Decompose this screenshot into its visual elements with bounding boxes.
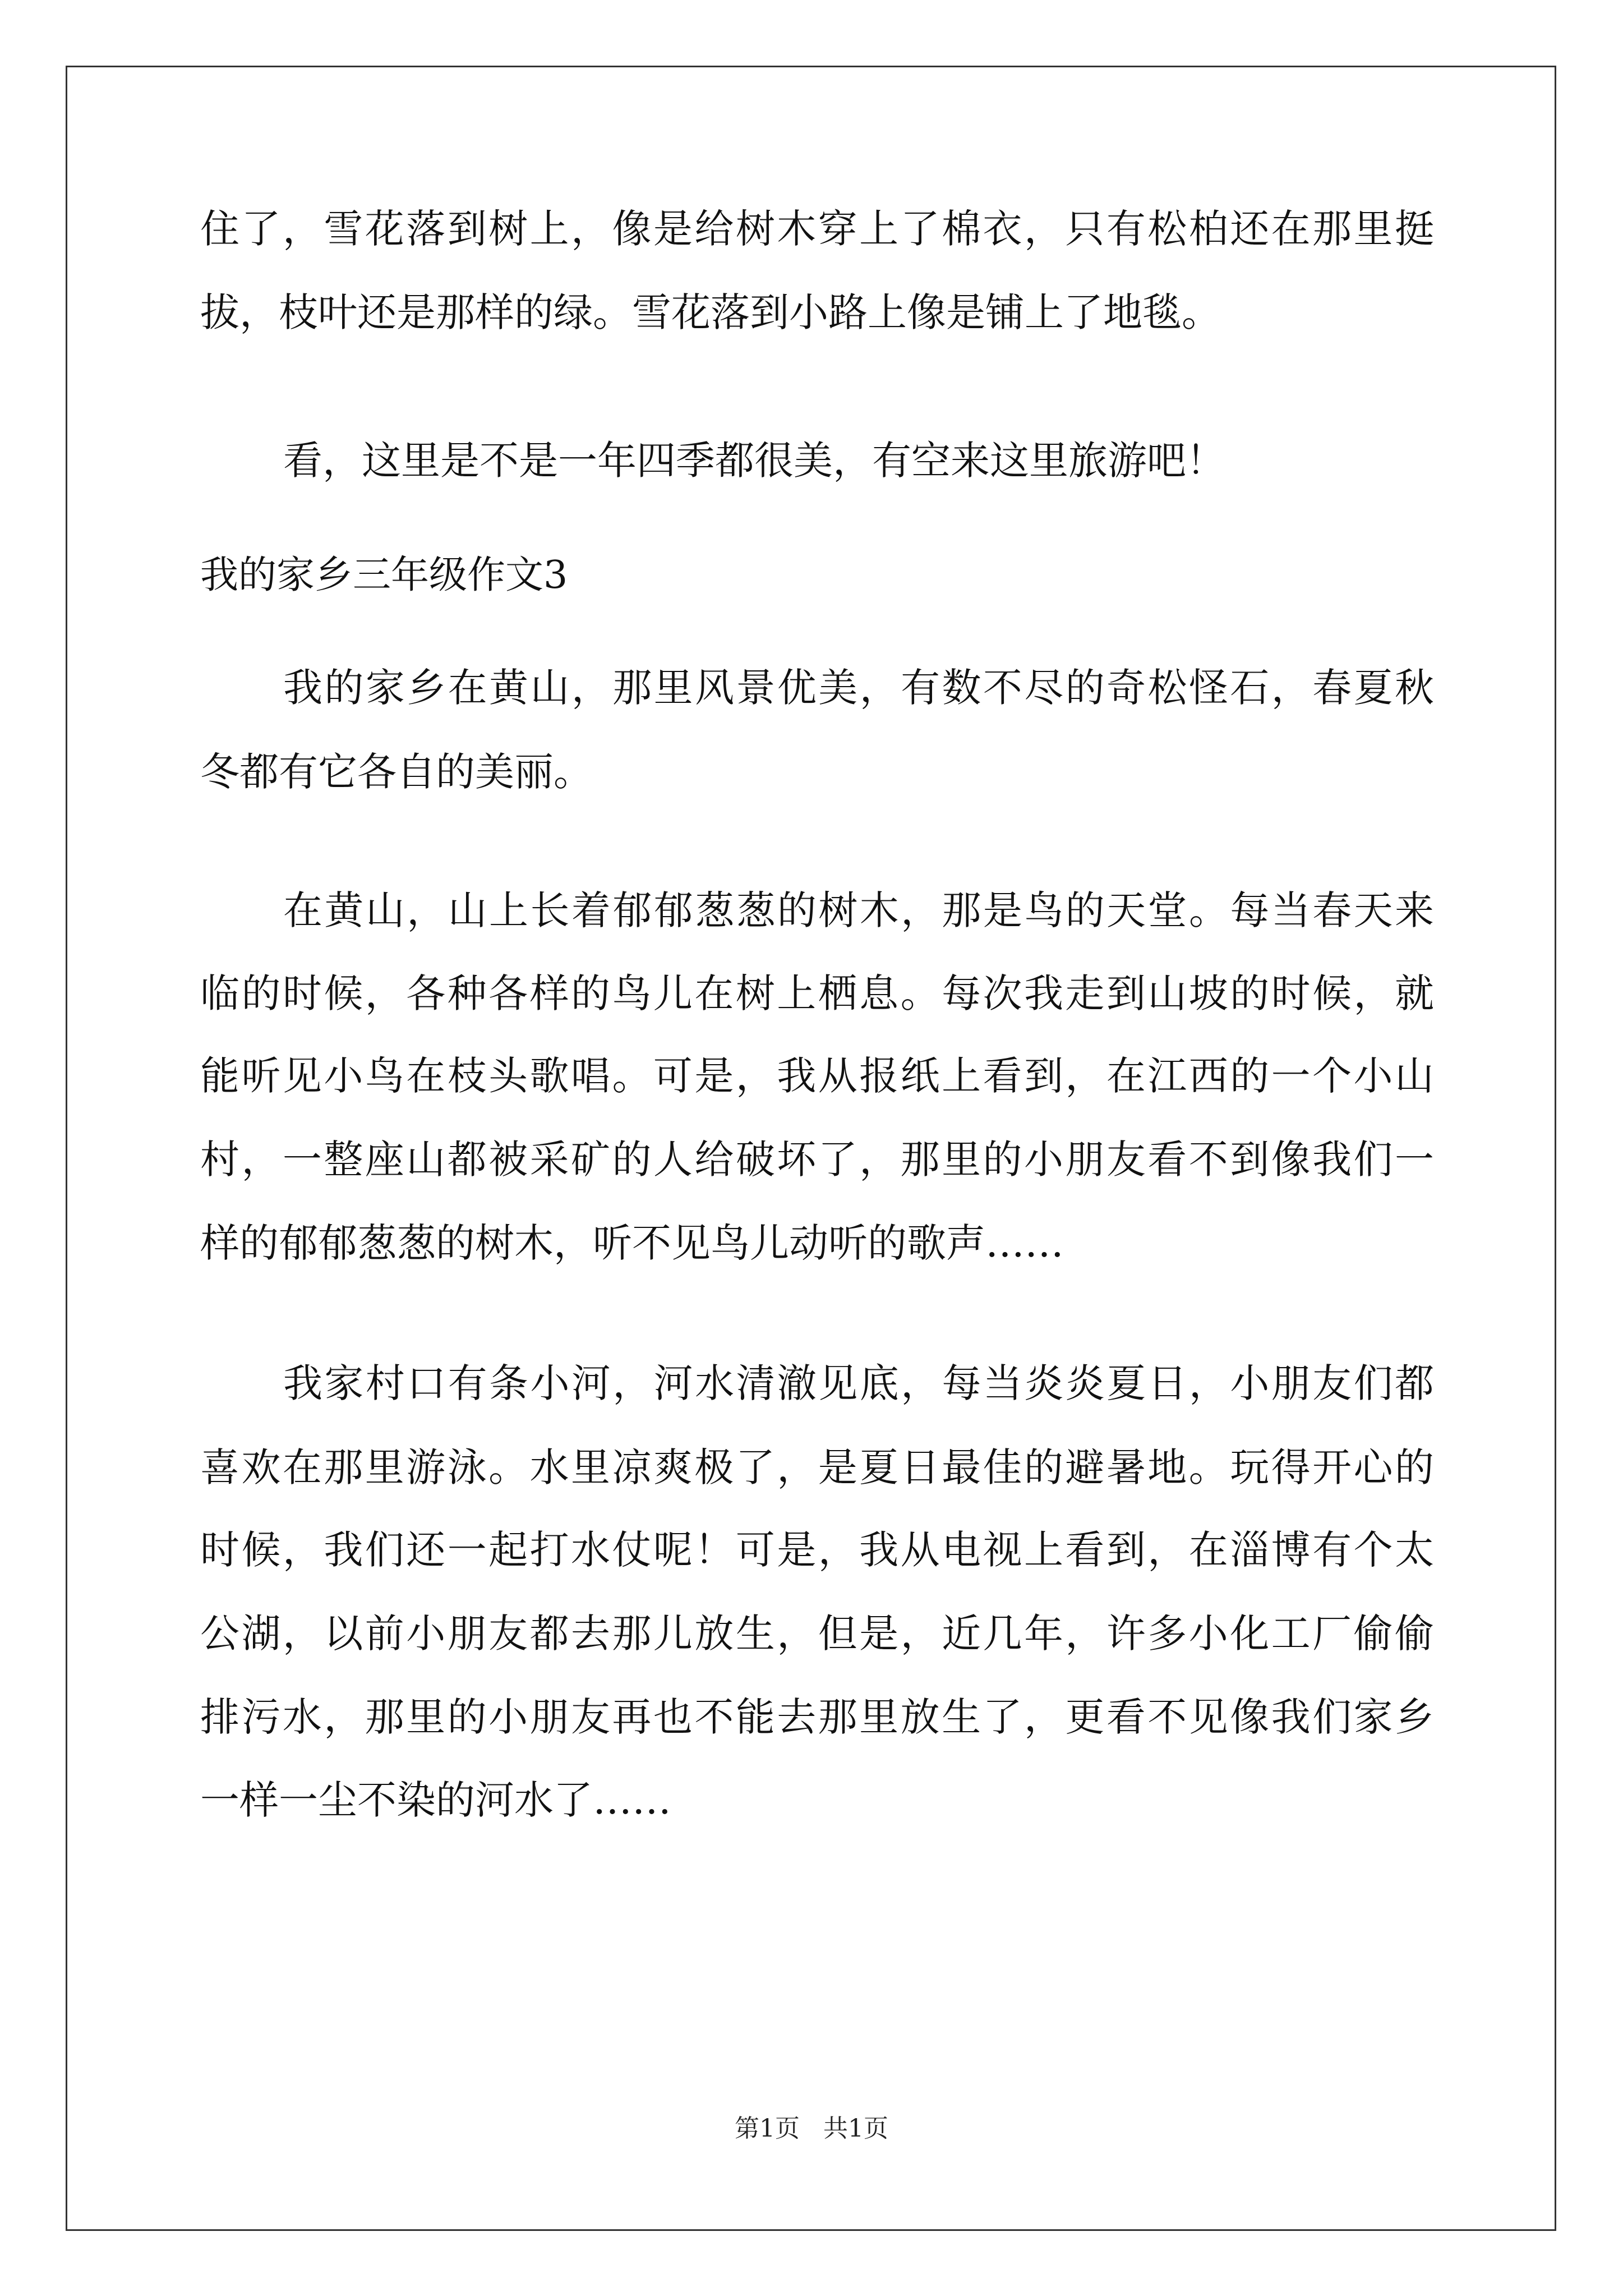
text-line: 住了，雪花落到树上，像是给树木穿上了棉衣，只有松柏还在那里挺 <box>200 206 1434 252</box>
text-line: 临的时候，各种各样的鸟儿在树上栖息。每次我走到山坡的时候，就 <box>200 970 1434 1016</box>
text-line: 公湖，以前小朋友都去那儿放生，但是，近几年，许多小化工厂偷偷 <box>200 1611 1434 1657</box>
text-line: 村，一整座山都被采矿的人给破坏了，那里的小朋友看不到像我们一 <box>200 1137 1434 1182</box>
section-heading: 我的家乡三年级作文3 <box>200 553 568 597</box>
text-line: 拔，枝叶还是那样的绿。雪花落到小路上像是铺上了地毯。 <box>200 289 1221 335</box>
text-line: 我的家乡在黄山，那里风景优美，有数不尽的奇松怪石，春夏秋 <box>283 665 1434 711</box>
text-line: 样的郁郁葱葱的树木，听不见鸟儿动听的歌声…… <box>200 1220 1064 1266</box>
text-line: 能听见小鸟在枝头歌唱。可是，我从报纸上看到，在江西的一个小山 <box>200 1053 1434 1099</box>
text-line: 排污水，那里的小朋友再也不能去那里放生了，更看不见像我们家乡 <box>200 1694 1434 1740</box>
text-line: 在黄山，山上长着郁郁葱葱的树木，那是鸟的天堂。每当春天来 <box>283 887 1434 933</box>
text-line: 喜欢在那里游泳。水里凉爽极了，是夏日最佳的避暑地。玩得开心的 <box>200 1444 1434 1490</box>
text-line: 看，这里是不是一年四季都很美，有空来这里旅游吧！ <box>283 438 1225 484</box>
text-line: 时候，我们还一起打水仗呢！可是，我从电视上看到，在淄博有个太 <box>200 1527 1434 1573</box>
text-line: 我家村口有条小河，河水清澈见底，每当炎炎夏日，小朋友们都 <box>283 1360 1434 1406</box>
text-line: 一样一尘不染的河水了…… <box>200 1777 671 1823</box>
page-footer: 第1页 共1页 <box>735 2114 888 2143</box>
text-line: 冬都有它各自的美丽。 <box>200 749 593 795</box>
